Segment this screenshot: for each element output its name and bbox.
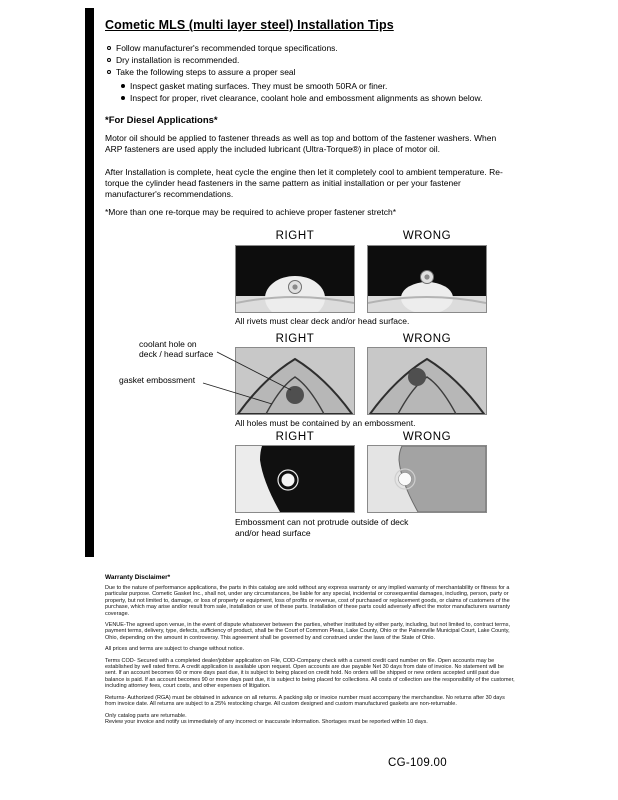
- page-title: Cometic MLS (multi layer steel) Installation Tips: [105, 18, 394, 32]
- caption-line: Embossment can not protrude outside of deck: [235, 517, 409, 527]
- callout-text: coolant hole on: [139, 339, 197, 349]
- list-item-text: Follow manufacturer's recommended torque specifications.: [116, 43, 338, 53]
- gasket-embossment-callout: gasket embossment: [119, 375, 196, 385]
- list-item-text: Inspect gasket mating surfaces. They must be smooth 50RA or finer.: [130, 81, 388, 91]
- warranty-paragraph: VENUE-The agreed upon venue, in the event of dispute whatsoever between the parties, whether instituted by either party, including, but not limited to, contract terms, payment terms, delivery, type, defects, sufficiency of product, shall be the Court of Common Pleas, Lake County, Ohio or the Painesville Municipal Court, Lake County, Ohio, depending on the amount in controversy. This agreement shall be governed by and construed under the laws of the State of Ohio.: [105, 622, 510, 641]
- embossment-containment-right-diagram: [235, 347, 355, 415]
- protrude-right-illustration: [236, 446, 354, 512]
- rivet-right-illustration: [236, 246, 354, 312]
- embossment-right-illustration: [236, 348, 354, 414]
- doc-number: CG-109.00: [388, 757, 447, 769]
- filled-bullet-icon: [121, 84, 125, 88]
- retorque-note: *More than one re-torque may be required to achieve proper fastener stretch*: [105, 207, 397, 217]
- warranty-paragraph: Due to the nature of performance applications, the parts in this catalog are sold without any express warranty or any implied warranty of merchantability or fitness for a particular purpose. Cometic Gasket Inc., shall not, under any circumstances, be liable for any special, incidental or consequential damages, including, person, party or property, but not limited to, damage, or loss of property or equipment, loss of profits or revenue, cost of purchased or replacement goods, or claims of customers of the purchase, which may arise and/or result from sale, installation or use of these parts. Installation of these parts could adversely affect the motor manufacturers warranty coverage.: [105, 585, 510, 617]
- wrong-label: WRONG: [402, 230, 452, 242]
- open-bullet-icon: [107, 46, 111, 50]
- diesel-paragraph-1: Motor oil should be applied to fastener threads as well as top and bottom of the fastener washers. When ARP fasteners are used apply the included lubricant (Ultra-Torque®) in place of motor oil.: [105, 133, 497, 154]
- embossment-wrong-illustration: [368, 348, 486, 414]
- protrude-wrong-illustration: [368, 446, 486, 512]
- page-edge-bar: [85, 8, 94, 557]
- caption-line: and/or head surface: [235, 528, 311, 538]
- rivet-caption: All rivets must clear deck and/or head surface.: [235, 316, 410, 326]
- diesel-paragraph-2: After Installation is complete, heat cycle the engine then let it completely cool to ambient temperature. Re-torque the cylinder head fasteners in the same pattern as initial installation or per your fastener manufacturer's recommendations.: [105, 167, 503, 199]
- install-tips-list: [105, 42, 519, 104]
- list-item: [105, 42, 519, 54]
- protrude-caption: [235, 517, 408, 539]
- list-item-text: Inspect for proper, rivet clearance, coolant hole and embossment alignments as shown below.: [130, 93, 483, 103]
- holes-caption: All holes must be contained by an embossment.: [235, 418, 416, 428]
- callout-text: deck / head surface: [139, 348, 214, 359]
- embossment-containment-wrong-diagram: [367, 347, 487, 415]
- right-label: RIGHT: [275, 333, 315, 345]
- embossment-protrude-right-diagram: [235, 445, 355, 513]
- filled-bullet-icon: [121, 96, 125, 100]
- rivet-clearance-wrong-diagram: [367, 245, 487, 313]
- wrong-label: WRONG: [402, 431, 452, 443]
- wrong-label: WRONG: [402, 333, 452, 345]
- rivet-clearance-right-diagram: [235, 245, 355, 313]
- open-bullet-icon: [107, 58, 111, 62]
- embossment-protrude-wrong-diagram: [367, 445, 487, 513]
- warranty-paragraph: Only catalog parts are returnable.: [105, 712, 187, 719]
- list-item: [105, 54, 519, 66]
- open-bullet-icon: [107, 70, 111, 74]
- list-item-text: Take the following steps to assure a proper seal: [116, 67, 296, 77]
- diesel-applications-heading: *For Diesel Applications*: [105, 115, 218, 126]
- diagram-section: [105, 228, 518, 543]
- warranty-heading: Warranty Disclaimer*: [105, 574, 171, 581]
- list-item-text: Dry installation is recommended.: [116, 55, 240, 65]
- rivet-wrong-illustration: [368, 246, 486, 312]
- warranty-paragraph: All prices and terms are subject to change without notice.: [105, 646, 245, 653]
- warranty-paragraph: Review your invoice and notify us immediately of any incorrect or inaccurate information. Shortages must be reported within 10 days.: [105, 718, 428, 725]
- sub-list-item: [119, 80, 519, 92]
- warranty-disclaimer: [105, 585, 517, 730]
- warranty-paragraph: Terms COD- Secured with a completed dealer/jobber application on File, COD-Company check with a current credit card number on file. Open accounts may be established by well rated firms. A credit application is available upon request. Open accounts are due payable Net 30 days from date of invoice. No statement will be sent. If an account becomes 60 or more days past due, it is subject to being placed on credit hold. No orders will be shipped or new orders accepted until past due balance is paid. If an account becomes 90 or more days past due, it is subject to being placed for collections. All costs of collection are the responsibility of the customer, including attorney fees, court costs, and other expenses of litigation.: [105, 657, 515, 690]
- coolant-hole-callout: [139, 340, 221, 359]
- warranty-paragraph: Returns- Authorized (RGA) must be obtained in advance on all returns. A packing slip or invoice number must accompany the merchandise. No returns after 30 days from invoice date. All returns are subject to a 25% restocking charge. All custom designed and custom manufactured gaskets are non-returnable.: [105, 694, 505, 708]
- right-label: RIGHT: [275, 230, 315, 242]
- sub-list-item: [119, 92, 519, 104]
- list-item: [105, 66, 519, 78]
- right-label: RIGHT: [275, 431, 315, 443]
